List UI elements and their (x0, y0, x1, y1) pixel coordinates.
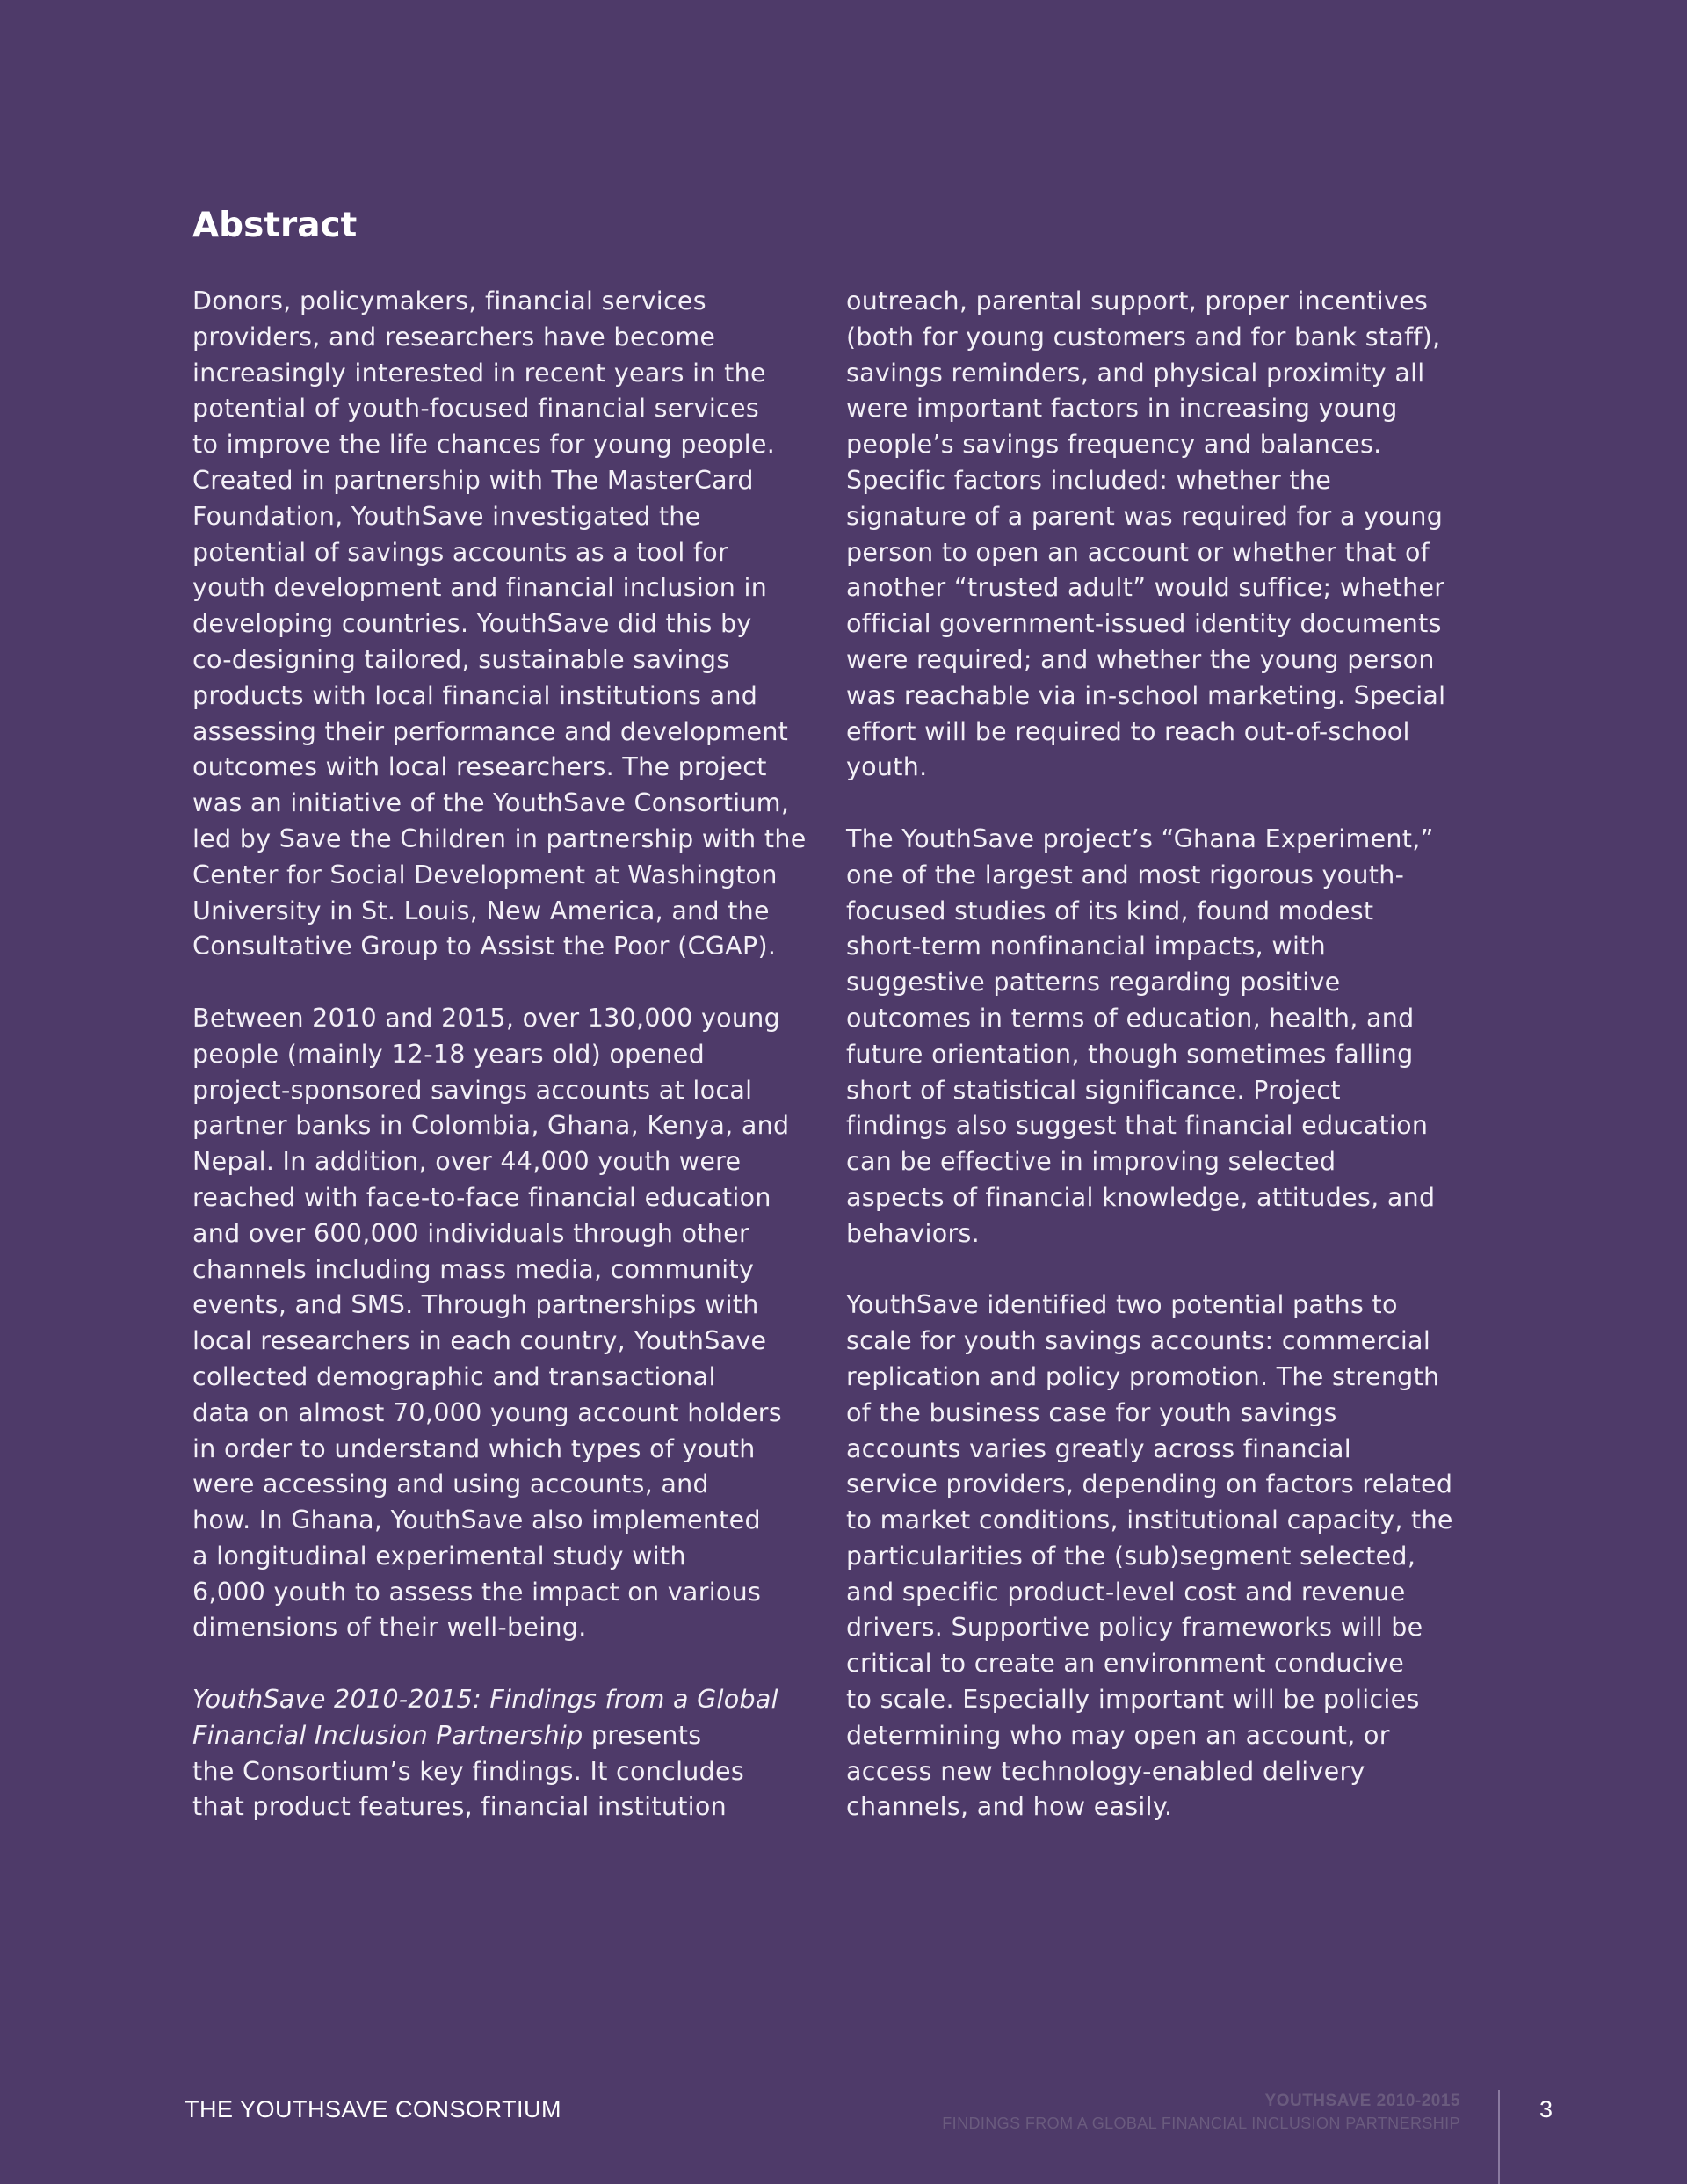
footer-organization: THE YOUTHSAVE CONSORTIUM (185, 2096, 562, 2122)
text-line: aspects of financial knowledge, attitudes, and (846, 1182, 1436, 1212)
text-line: Center for Social Development at Washington (192, 860, 778, 889)
text-line: a longitudinal experimental study with (192, 1541, 686, 1571)
text-fragment: presents (583, 1720, 702, 1750)
text-line: suggestive patterns regarding positive (846, 968, 1341, 998)
text-line: savings reminders, and physical proximity all (846, 358, 1425, 388)
text-line: future orientation, though sometimes falling (846, 1039, 1414, 1069)
text-line: person to open an account or whether that of (846, 537, 1430, 567)
paragraph-citation (192, 1682, 807, 1825)
text-line: potential of youth-focused financial services (192, 394, 759, 424)
text-line: data on almost 70,000 young account holders (192, 1397, 782, 1427)
footer-series-title: YOUTHSAVE 2010-2015 (1264, 2092, 1460, 2110)
text-line: project-sponsored savings accounts at local (192, 1075, 753, 1105)
text-line: assessing their performance and development (192, 716, 789, 746)
text-line: Consultative Group to Assist the Poor (CGAP). (192, 932, 777, 961)
text-line: to market conditions, institutional capacity, the (846, 1506, 1453, 1535)
text-line: focused studies of its kind, found modest (846, 896, 1374, 925)
text-line: Donors, policymakers, financial services (192, 287, 706, 316)
text-line: dimensions of their well-being. (192, 1613, 587, 1643)
text-line: youth. (846, 752, 928, 782)
text-line: reached with face-to-face financial education (192, 1182, 771, 1212)
text-line: youth development and financial inclusion in (192, 573, 768, 603)
text-line: increasingly interested in recent years in the (192, 358, 766, 388)
page-title: Abstract (192, 206, 358, 245)
text-line: access new technology-enabled delivery (846, 1756, 1365, 1786)
text-line: another “trusted adult” would suffice; whether (846, 573, 1445, 603)
text-line: that product features, financial institution (192, 1792, 727, 1822)
text-line: (both for young customers and for bank staff), (846, 322, 1441, 352)
text-line: was an initiative of the YouthSave Consortium, (192, 788, 790, 818)
paragraph (192, 284, 807, 965)
text-line: led by Save the Children in partnership with the (192, 824, 807, 853)
text-line: to improve the life chances for young people. (192, 430, 776, 460)
text-line: drivers. Supportive policy frameworks will be (846, 1613, 1423, 1643)
text-line: findings also suggest that financial education (846, 1111, 1429, 1141)
text-line: co-designing tailored, sustainable savings (192, 644, 730, 674)
text-line: and over 600,000 individuals through other (192, 1218, 749, 1248)
text-line: determining who may open an account, or (846, 1720, 1390, 1750)
text-line: channels, and how easily. (846, 1792, 1173, 1822)
text-line: can be effective in improving selected (846, 1147, 1336, 1177)
footer-series-subtitle: FINDINGS FROM A GLOBAL FINANCIAL INCLUSION PARTNERSHIP (942, 2115, 1460, 2132)
text-line: official government-issued identity documents (846, 609, 1442, 639)
text-line: short of statistical significance. Project (846, 1075, 1341, 1105)
text-line: outcomes with local researchers. The project (192, 752, 767, 782)
text-line: 6,000 youth to assess the impact on various (192, 1577, 762, 1607)
text-line: partner banks in Colombia, Ghana, Kenya, and (192, 1111, 790, 1141)
text-line: events, and SMS. Through partnerships with (192, 1290, 759, 1320)
text-line: collected demographic and transactional (192, 1361, 716, 1391)
paragraph (846, 1288, 1461, 1825)
text-line: accounts varies greatly across financial (846, 1433, 1351, 1463)
text-line: people (mainly 12-18 years old) opened (192, 1039, 705, 1069)
text-line: developing countries. YouthSave did this by (192, 609, 752, 639)
text-line: Nepal. In addition, over 44,000 youth were (192, 1147, 742, 1177)
text-line: Foundation, YouthSave investigated the (192, 501, 701, 531)
report-title-italic: YouthSave 2010-2015: Findings from a Global (192, 1685, 778, 1715)
text-line: signature of a parent was required for a young (846, 501, 1444, 531)
text-line: in order to understand which types of youth (192, 1433, 756, 1463)
text-line (192, 1682, 807, 1718)
text-line: was reachable via in-school marketing. Special (846, 680, 1446, 710)
left-column (192, 284, 807, 1825)
text-line: replication and policy promotion. The strength (846, 1361, 1440, 1391)
text-line: were important factors in increasing young (846, 394, 1398, 424)
text-line: were required; and whether the young person (846, 644, 1435, 674)
text-line: behaviors. (846, 1218, 980, 1248)
footer-report-info (942, 2090, 1460, 2134)
footer-divider (1498, 2090, 1500, 2184)
text-line: critical to create an environment conducive (846, 1649, 1405, 1679)
text-line: The YouthSave project’s “Ghana Experiment,” (846, 824, 1434, 853)
paragraph (846, 822, 1461, 1252)
page-number: 3 (1539, 2096, 1553, 2122)
text-line: potential of savings accounts as a tool for (192, 537, 728, 567)
text-line: local researchers in each country, YouthSave (192, 1326, 767, 1356)
text-line: particularities of the (sub)segment selected, (846, 1541, 1416, 1571)
text-line: effort will be required to reach out-of-school (846, 716, 1410, 746)
text-line: University in St. Louis, New America, and the (192, 896, 770, 925)
text-line: Between 2010 and 2015, over 130,000 young (192, 1003, 781, 1033)
text-line: outreach, parental support, proper incentives (846, 287, 1429, 316)
text-line: products with local financial institutions and (192, 680, 758, 710)
text-line: channels including mass media, community (192, 1254, 755, 1284)
text-line: were accessing and using accounts, and (192, 1469, 709, 1499)
text-line: to scale. Especially important will be policies (846, 1685, 1420, 1715)
text-line: providers, and researchers have become (192, 322, 716, 352)
paragraph (846, 284, 1461, 786)
text-line: and specific product-level cost and revenue (846, 1577, 1406, 1607)
text-line: Specific factors included: whether the (846, 465, 1332, 495)
text-line: the Consortium’s key findings. It concludes (192, 1756, 745, 1786)
text-line: of the business case for youth savings (846, 1397, 1337, 1427)
text-line: one of the largest and most rigorous youth- (846, 860, 1405, 889)
right-column (846, 284, 1461, 1825)
text-line: short-term nonfinancial impacts, with (846, 932, 1327, 961)
text-line: YouthSave identified two potential paths to (846, 1290, 1398, 1320)
text-line (192, 1718, 807, 1754)
text-line: Created in partnership with The MasterCard (192, 465, 754, 495)
text-line: how. In Ghana, YouthSave also implemented (192, 1506, 761, 1535)
text-line: scale for youth savings accounts: commercial (846, 1326, 1431, 1356)
text-line: people’s savings frequency and balances. (846, 430, 1382, 460)
paragraph (192, 1001, 807, 1646)
report-title-italic: Financial Inclusion Partnership (192, 1720, 583, 1750)
text-line: service providers, depending on factors related (846, 1469, 1453, 1499)
text-line: outcomes in terms of education, health, and (846, 1003, 1415, 1033)
